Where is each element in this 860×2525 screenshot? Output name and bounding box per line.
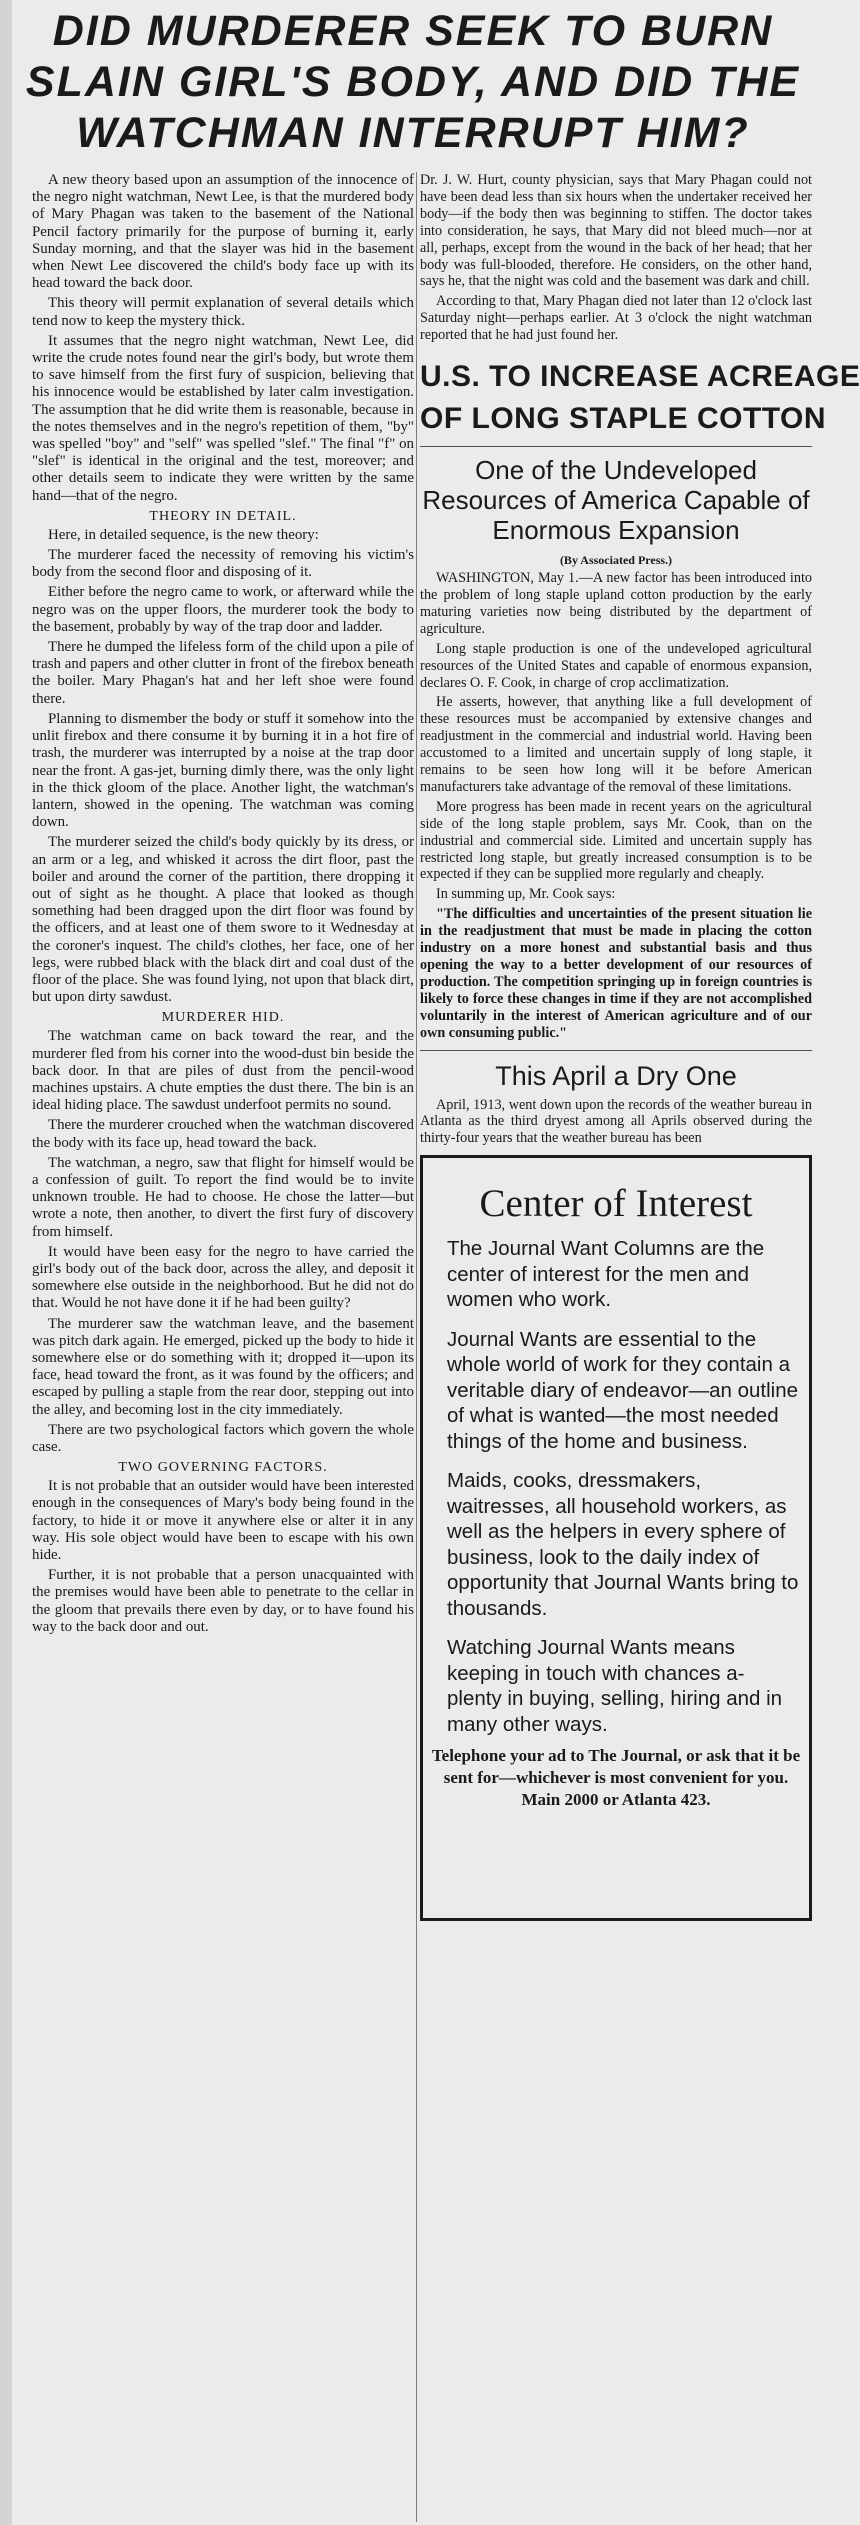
cotton-headline-line-2: OF LONG STAPLE COTTON (420, 402, 827, 436)
cotton-deck: One of the Undeveloped Resources of America Capable of Enormous Expansion (422, 455, 810, 546)
article-paragraph: A new theory based upon an assumption of the innocence of the negro night watchman, Newt Lee, is that the murdered body of Mary Phagan was taken to the basement of the National Pencil factory primarily for the purpose of burning it, early Sunday morning, and that the slayer was hid in the basement when Newt Lee discovered the child's body face up with its head toward the back door. (32, 172, 414, 292)
article-paragraph: Long staple production is one of the undeveloped agricultural resources of the United States and capable of enormous expansion, declares O. F. Cook, in charge of crop acclimatization. (420, 640, 812, 691)
article-paragraph: Either before the negro came to work, or afterward while the negro was on the upper floors, the murderer took the body to the basement, probably by way of the trap door and ladder. (32, 584, 414, 635)
headline-line-2: SLAIN GIRL'S BODY, AND DID THE (25, 58, 801, 106)
article-paragraph: The murderer faced the necessity of removing his victim's body from the second floor and disposing of it. (32, 547, 414, 581)
subhead-murderer-hid: MURDERER HID. (161, 1010, 285, 1026)
article-paragraph: In summing up, Mr. Cook says: (436, 886, 616, 903)
article-paragraph: WASHINGTON, May 1.—A new factor has been introduced into the problem of long staple upland cotton production by the early maturing varieties now being distributed by the department of agriculture. (420, 570, 812, 637)
article-paragraph: There are two psychological factors which govern the whole case. (32, 1421, 414, 1456)
article-paragraph: More progress has been made in recent years on the agricultural side of the long staple problem, says Mr. Cook, than on the industrial and commercial side. Limited and uncertain supply has restricted long staple, but greatly increased consumption is to be expected if they can be supplied more regularly and cheaply. (420, 798, 812, 883)
article-paragraph: It would have been easy for the negro to have carried the girl's body out of the back door, across the alley, and deposit it somewhere else outside in the neighborhood. But he did not do that. Would he not have done it if he had been guilty? (32, 1243, 414, 1312)
headline-line-3: WATCHMAN INTERRUPT HIM? (76, 109, 750, 157)
murder-article-column (32, 172, 414, 2517)
ad-paragraph: Journal Wants are essential to the whole world of work for they contain a veritable diary of endeavor—an outline of what is wanted—the most needed things of the home and business. (447, 1327, 798, 1453)
article-paragraph: There he dumped the lifeless form of the child upon a pile of trash and papers and other clutter in front of the firebox beneath the boiler. Mary Phagan's hat and her left shoe were found there. (32, 639, 414, 707)
main-headline (18, 6, 808, 159)
article-paragraph: It assumes that the negro night watchman, Newt Lee, did write the crude notes found near the girl's body, but wrote them to save himself from the first fury of suspicion, believing that his innocence would be established by later calm investigation. The assumption that he did write them is reasonable, because in the notes themselves and in the negro's repetition of them, "by" was spelled "boy" and "self" was spelled "slef." The final "f" on "slef" is identical in the original and the test, moreover; and other details seem to indicate they were written by the same hand—that of the negro. (32, 332, 414, 504)
page-edge (0, 0, 12, 2525)
article-paragraph: April, 1913, went down upon the records of the weather bureau in Atlanta as the third dryest among all Aprils observed during the thirty-four years that the weather bureau has been (420, 1096, 812, 1147)
article-paragraph: It is not probable that an outsider would have been interested enough in the consequences of Mary's body being found in the factory, to hide it or move it anywhere else or alter it in any way. His sole object would have been to escape with his own hide. (32, 1478, 414, 1564)
article-quote: "The difficulties and uncertainties of the present situation lie in the readjustment that must be made in placing the cotton industry on a more honest and substantial basis and thus opening the way to a better development of our resources of production. The competition springing up in foreign countries is likely to force these changes in time if they are not accomplished voluntarily in the interest of American agriculture and of our own consuming public." (420, 906, 812, 1041)
byline: (By Associated Press.) (559, 553, 673, 568)
want-ad-box (420, 1155, 812, 1921)
headline-line-1: DID MURDERER SEEK TO BURN (52, 7, 774, 55)
article-paragraph: According to that, Mary Phagan died not later than 12 o'clock last Saturday night—perhaps earlier. At 3 o'clock the night watchman reported that he had just found her. (420, 293, 812, 344)
ad-title: Center of Interest (479, 1182, 753, 1226)
subhead-governing-factors: TWO GOVERNING FACTORS. (118, 1460, 328, 1476)
article-paragraph: Here, in detailed sequence, is the new theory: (48, 526, 319, 543)
subhead-theory: THEORY IN DETAIL. (149, 508, 297, 524)
article-paragraph: He asserts, however, that anything like a full development of these resources must be accompanied by extensive changes and readjustment in the commercial and industrial world. Having been accustomed to a limited and uncertain supply of long staple, it remains to be seen how long will it be before American manufacturers take advantage of the removal of these limitations. (420, 694, 812, 795)
ad-paragraph: The Journal Want Columns are the center of interest for the men and women who work. (447, 1237, 765, 1312)
ad-footer: Telephone your ad to The Journal, or ask that it be sent for—whichever is most convenient for you. Main 2000 or Atlanta 423. (431, 1746, 801, 1810)
ad-paragraph: Watching Journal Wants means keeping in touch with chances a-plenty in buying, selling, hiring and in many other ways. (447, 1636, 783, 1736)
section-divider (420, 1050, 812, 1051)
article-paragraph: Further, it is not probable that a person unacquainted with the premises would have been able to penetrate to the cellar in the gloom that prevails there even by day, or to have found his way to the back door and out. (32, 1567, 414, 1635)
right-column (420, 172, 860, 2517)
cotton-headline-line-1: U.S. TO INCREASE ACREAGE (420, 360, 860, 394)
article-paragraph: The watchman came on back toward the rear, and the murderer fled from his corner into the wood-dust bin beside the back door. In that are piles of dust from the pencil-wood machines upstairs. A chute empties the dust there. The bin is an ideal hiding place. The sawdust underfoot permits no sound. (32, 1028, 414, 1114)
headline-divider (420, 446, 812, 447)
column-rule (416, 172, 417, 2522)
april-headline: This April a Dry One (495, 1060, 737, 1091)
article-paragraph: There the murderer crouched when the watchman discovered the body with its face up, head toward the back. (32, 1117, 414, 1151)
article-paragraph: Dr. J. W. Hurt, county physician, says that Mary Phagan could not have been dead less than six hours when the undertaker received her body—if the body then was beginning to stiffen. The doctor takes into consideration, he says, that Mary did not bleed much—nor at all, perhaps, except from the wound in the back of her head; that her body was full-blooded, therefore. He considers, on the other hand, says he, that the night was cold and the basement was dark and chill. (420, 172, 812, 290)
article-paragraph: The watchman, a negro, saw that flight for himself would be a confession of guilt. To report the find would be to invite unknown trouble. He had to choose. He chose the latter—but wrote a note, then another, to divert the first fury of discovery from himself. (32, 1154, 414, 1240)
article-paragraph: This theory will permit explanation of several details which tend now to keep the mystery thick. (32, 295, 414, 329)
article-paragraph: The murderer seized the child's body quickly by its dress, or an arm or a leg, and whisked it across the dirt floor, past the boiler and around the corner of the partition, there dropping it out of sight as he thought. A place that looked as though something had been dragged upon the dirt floor was found by the officers, and at least one of them swore to it Wednesday at the coroner's inquest. The child's clothes, her face, one of her legs, were rubbed black with the black dirt and coal dust of the floor of the place. She was found lying, not upon that black dirt, but upon dirty sawdust. (32, 834, 414, 1006)
article-paragraph: Planning to dismember the body or stuff it somehow into the unlit firebox and there consume it by burning it in a hot fire of trash, the murderer was interrupted by a noise at the trap door near the front. A gas-jet, burning dimly there, was the only light in the thick gloom of the place. Another light, the watchman's lantern, showed in the opening. The watchman was coming down. (32, 710, 414, 831)
article-paragraph: The murderer saw the watchman leave, and the basement was pitch dark again. He emerged, picked up the body to hide it somewhere else or do something with it; dropped it—upon its face, head toward the front, as it was found by the officers; and escaped by pulling a staple from the rear door, stepping out into the alley, and becoming lost in the city immediately. (32, 1315, 414, 1418)
ad-paragraph: Maids, cooks, dressmakers, waitresses, all household workers, as well as the helpers in every sphere of business, look to the daily index of opportunity that Journal Wants bring to thousands. (447, 1469, 799, 1620)
